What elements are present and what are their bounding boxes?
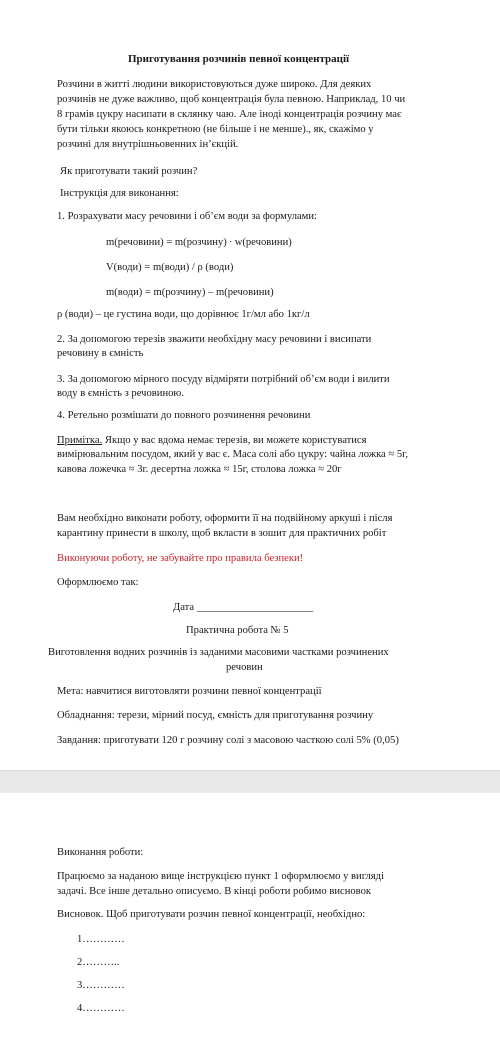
conclusion-text: Висновок. Щоб приготувати розчин певної концентрації, необхідно: (57, 909, 366, 920)
step-3-line: воду в ємність з речовиною. (57, 388, 184, 399)
conclusion-item: 1………… (77, 934, 125, 945)
execution-heading: Виконання роботи: (57, 847, 144, 858)
date-line: Дата ______________________ (173, 602, 314, 613)
note-text: Якщо у вас вдома немає терезів, ви можете користуватися (102, 435, 367, 446)
conclusion-item: 3………… (77, 980, 125, 991)
step-3-line: 3. За допомогою мірного посуду відміряти потрібний об’єм води і вилити (57, 374, 390, 385)
note-line: кавова ложечка ≈ 3г. десертна ложка ≈ 15г, столова ложка ≈ 20г (57, 464, 342, 475)
practical-subtitle-line: Виготовлення водних розчинів із заданими масовими частками розчинених (48, 647, 389, 658)
note-line-1 (57, 434, 367, 449)
formula: m(речовини) = m(розчину) ∙ w(речовини) (106, 237, 292, 248)
assignment-text: Завдання: приготувати 120 г розчину солі з масовою часткою солі 5% (0,05) (57, 735, 399, 746)
execution-line: задачі. Все інше детально описуємо. В кінці роботи робимо висновок (57, 886, 372, 897)
note-label: Примітка. (57, 435, 103, 446)
page-separator (0, 770, 500, 794)
step-1: 1. Розрахувати масу речовини і об’єм води за формулами: (57, 211, 317, 222)
step-2-line: 2. За допомогою терезів зважити необхідну масу речовини і висипати (57, 334, 372, 345)
step-2-line: речовину в ємність (57, 348, 144, 359)
formula: V(води) = m(води) / ρ (води) (106, 262, 234, 273)
safety-warning: Виконуючи роботу, не забувайте про правила безпеки! (57, 553, 304, 564)
goal-text: Мета: навчитися виготовляти розчини певної концентрації (57, 686, 322, 697)
conclusion-item: 4………… (77, 1003, 125, 1014)
practical-subtitle-line: речовин (226, 662, 263, 673)
intro-line: 8 грамів цукру насипати в склянку чаю. Але іноді концентрація розчину має (57, 109, 402, 120)
intro-line: розчинів не дуже важливо, щоб концентрація була певною. Наприклад, 10 чи (57, 94, 406, 105)
document-title: Приготування розчинів певної концентрації (128, 53, 350, 65)
instruction-heading: Інструкція для виконання: (60, 188, 179, 199)
task-line: карантину принести в школу, щоб вкласти в зошит для практичних робіт (57, 528, 387, 539)
question-text: Як приготувати такий розчин? (60, 166, 198, 177)
practical-title: Практична робота № 5 (186, 625, 289, 636)
conclusion-item: 2……….. (77, 957, 120, 968)
execution-line: Працюємо за наданою вище інструкцією пункт 1 оформлюємо у вигляді (57, 871, 385, 882)
note-line: вимірювальним посудом, який у вас є. Маса солі або цукру: чайна ложка ≈ 5г, (57, 449, 408, 460)
format-heading: Оформлюємо так: (57, 577, 139, 588)
equipment-text: Обладнання: терези, мірний посуд, ємність для приготування розчину (57, 710, 374, 721)
intro-line: бути тільки якоюсь конкретною (не більше і не менше)., як, скажімо у (57, 124, 374, 135)
density-note: ρ (води) – це густина води, що дорівнює 1г/мл або 1кг/л (57, 309, 310, 320)
step-4: 4. Ретельно розмішати до повного розчинення речовини (57, 410, 311, 421)
intro-line: Розчини в житті людини використовуються дуже широко. Для деяких (57, 79, 372, 90)
document-page-2 (0, 793, 500, 1042)
task-line: Вам необхідно виконати роботу, оформити її на подвійному аркуші і після (57, 513, 393, 524)
intro-line: розчині для внутрішньовенних ін’єкцій. (57, 139, 239, 150)
formula: m(води) = m(розчину) – m(речовини) (106, 287, 274, 298)
